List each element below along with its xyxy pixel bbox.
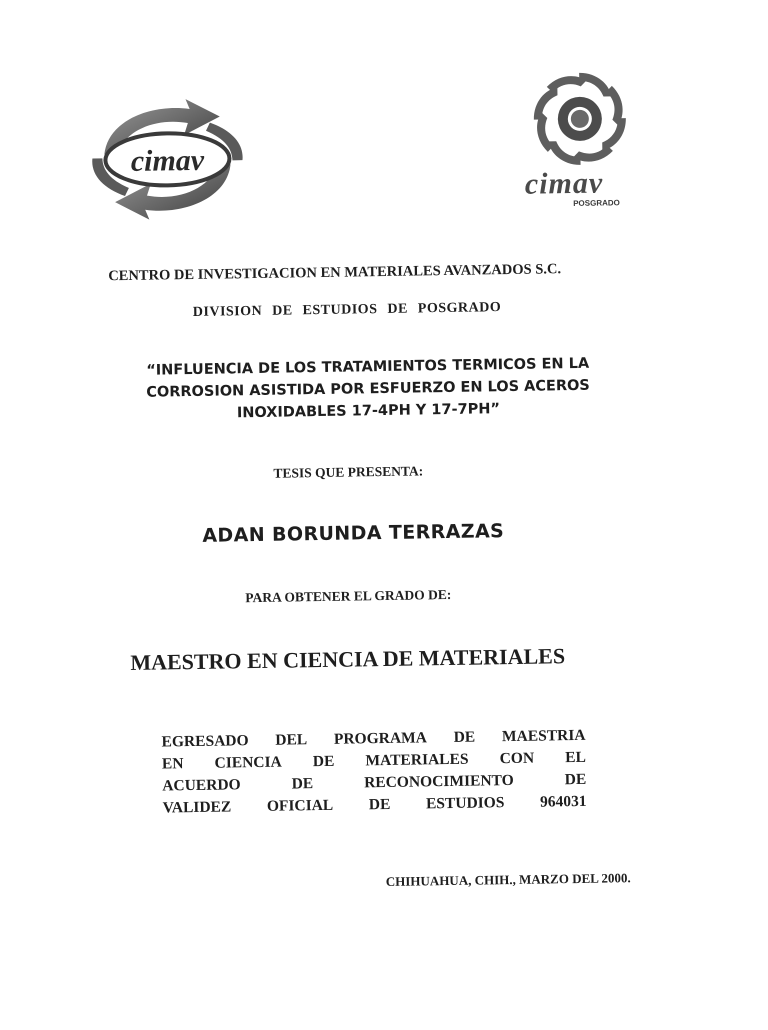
egresado-word: VALIDEZ (162, 798, 232, 817)
egresado-word: ESTUDIOS (425, 794, 505, 813)
egresado-word: EN (161, 755, 184, 773)
thesis-title-line: CORROSION ASISTIDA POR ESFUERZO EN LOS ACEROS (146, 377, 590, 401)
left-logo-word: cimav (130, 143, 205, 178)
presenta-label: TESIS QUE PRESENTA: (273, 463, 424, 481)
egresado-word: RECONOCIMIENTO (364, 771, 514, 792)
thesis-title-line: INOXIDABLES 17-4PH Y 17-7PH” (236, 401, 501, 422)
egresado-word: DE (564, 770, 587, 789)
egresado-word: CON (499, 749, 535, 768)
egresado-word: MAESTRIA (501, 726, 586, 746)
egresado-word: PROGRAMA (333, 729, 428, 748)
egresado-word: DE (453, 728, 476, 746)
egresado-word: DE (312, 752, 335, 771)
division-name: DIVISION DE ESTUDIOS DE POSGRADO (192, 300, 502, 320)
egresado-paragraph (161, 725, 586, 820)
place-date: CHIHUAHUA, CHIH., MARZO DEL 2000. (385, 870, 631, 890)
egresado-word: DEL (275, 731, 308, 749)
egresado-word: ACUERDO (162, 776, 241, 795)
egresado-word: EL (565, 748, 586, 767)
degree-label: PARA OBTENER EL GRADO DE: (245, 586, 452, 606)
institution-name: CENTRO DE INVESTIGACION EN MATERIALES AVANZADOS S.C. (108, 261, 562, 285)
egresado-word: DE (291, 775, 314, 793)
degree-name: MAESTRO EN CIENCIA DE MATERIALES (130, 643, 566, 676)
right-logo-subtext: POSGRADO (573, 198, 620, 208)
thesis-title-line: “INFLUENCIA DE LOS TRATAMIENTOS TERMICOS EN LA (146, 355, 590, 379)
egresado-word: OFICIAL (266, 796, 334, 815)
swirl-logo-icon (515, 68, 647, 170)
egresado-word: DE (368, 795, 391, 814)
egresado-word: EGRESADO (161, 732, 249, 751)
egresado-word: 964031 (539, 792, 587, 811)
thesis-title (108, 352, 629, 426)
cimav-logo-left (81, 94, 253, 225)
egresado-word: MATERIALES (365, 750, 469, 770)
cimav-posgrado-logo (515, 68, 647, 220)
egresado-word: CIENCIA (214, 753, 282, 772)
author-name: ADAN BORUNDA TERRAZAS (202, 520, 505, 547)
cimav-arrows-logo-icon (81, 94, 253, 225)
right-logo-word: cimav (524, 166, 604, 201)
